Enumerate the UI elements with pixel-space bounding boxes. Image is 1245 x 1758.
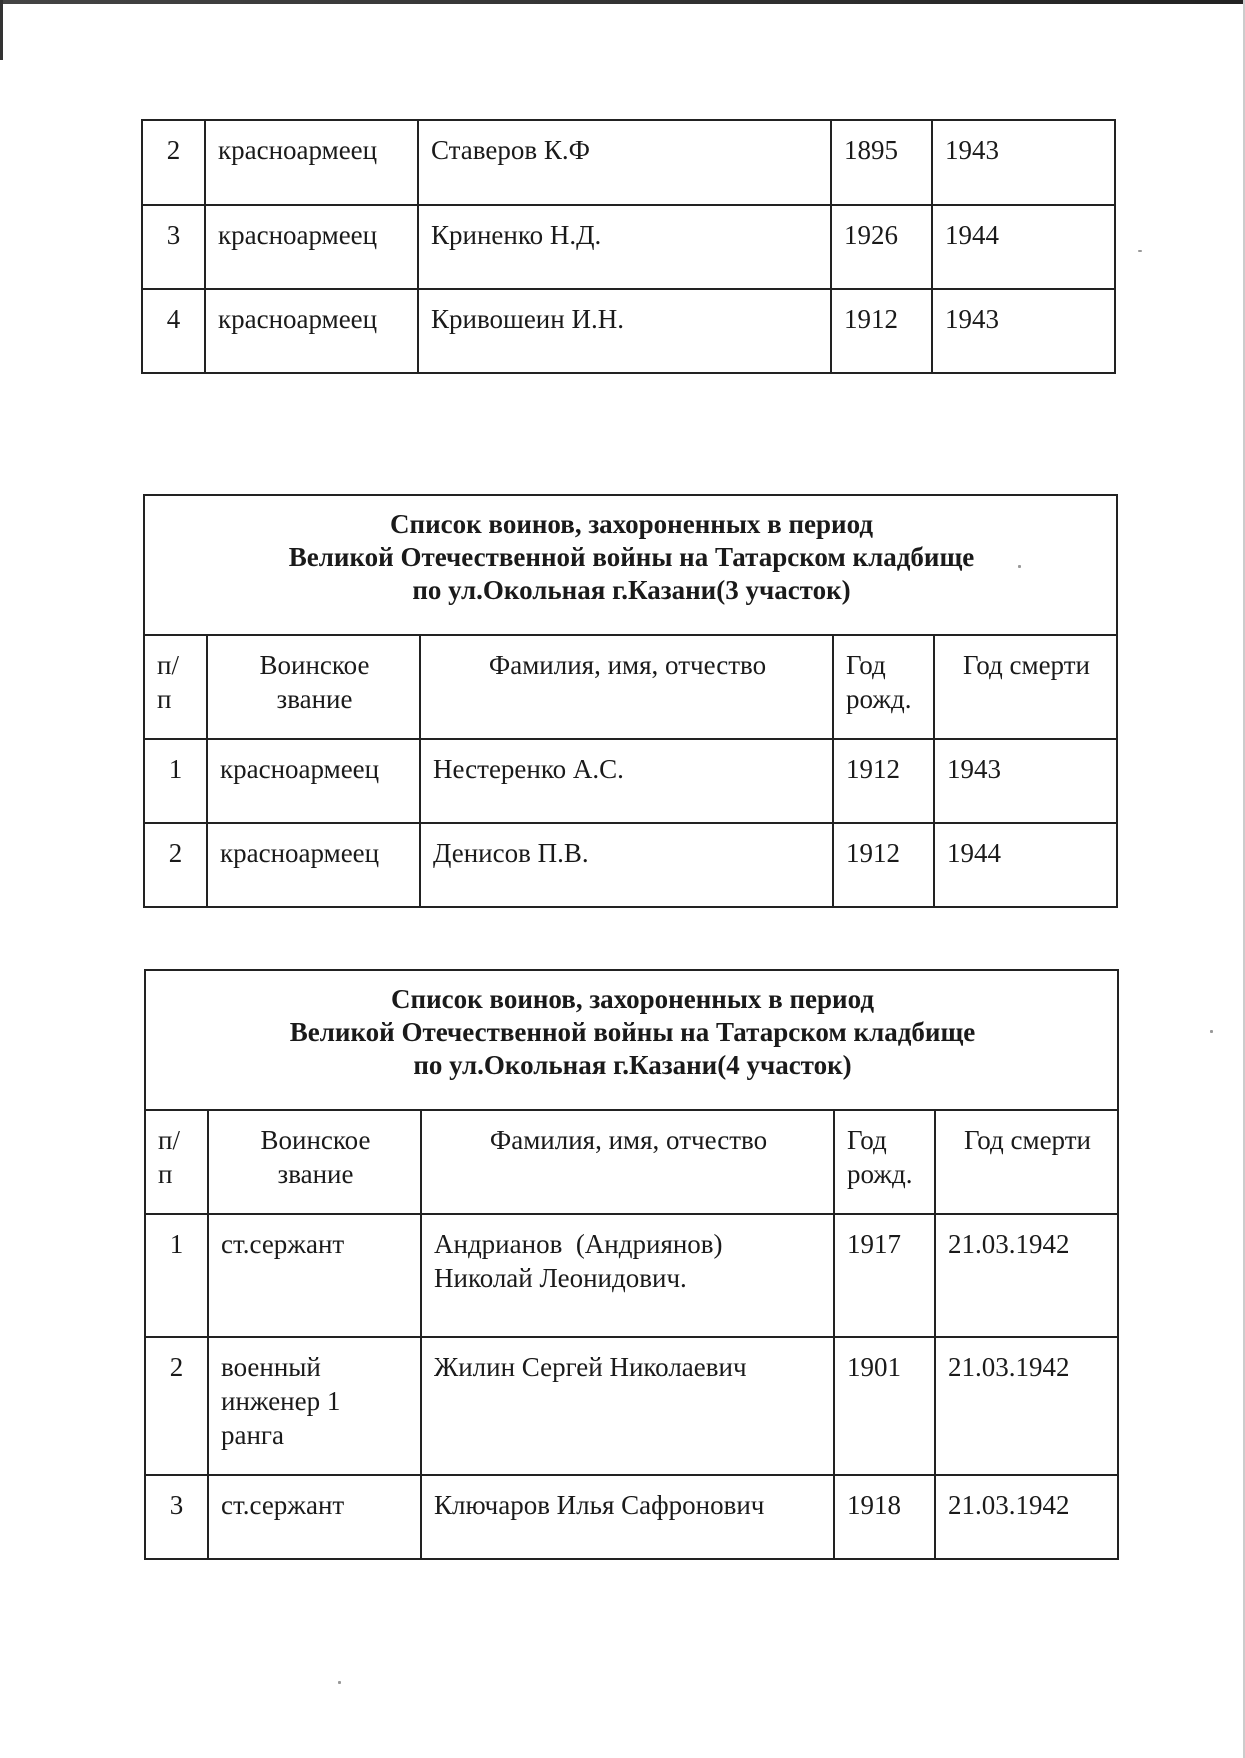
death-year: 1943 — [945, 304, 999, 334]
rank: красноармеец — [218, 220, 378, 250]
header-number-line-1: п/ — [157, 650, 179, 680]
row-number: 1 — [169, 1229, 184, 1259]
header-death: Год смерти — [964, 1125, 1091, 1155]
rank — [209, 1338, 420, 1452]
table-row — [144, 739, 1117, 823]
title-line-1: Список воинов, захороненных в период — [391, 984, 874, 1014]
header-number-line-1: п/ — [158, 1125, 180, 1155]
table-row — [145, 1337, 1118, 1475]
table-row — [142, 205, 1115, 289]
table-continuation — [141, 119, 1116, 374]
rank: красноармеец — [220, 838, 380, 868]
header-rank-line-2: звание — [277, 1159, 354, 1189]
rank: красноармеец — [220, 754, 380, 784]
full-name: Нестеренко А.С. — [433, 754, 624, 784]
table-row — [145, 1214, 1118, 1337]
header-birth-line-1: Год — [847, 1125, 887, 1155]
row-number: 2 — [168, 838, 183, 868]
row-number: 4 — [166, 304, 181, 334]
header-rank-line-1: Воинское — [260, 1125, 371, 1155]
title-line-3: по ул.Окольная г.Казани(3 участок) — [412, 575, 851, 605]
title-line-1: Список воинов, захороненных в период — [390, 509, 873, 539]
header-birth-line-2: рожд. — [846, 684, 912, 714]
death-year: 1944 — [947, 838, 1001, 868]
table-row — [144, 823, 1117, 907]
title-line-2: Великой Отечественной войны на Татарском кладбище — [288, 542, 975, 572]
death-date: 21.03.1942 — [948, 1229, 1070, 1259]
full-name: Ставеров К.Ф — [431, 135, 590, 165]
header-number — [145, 636, 206, 716]
full-name — [422, 1338, 833, 1384]
table-header-row — [144, 635, 1117, 739]
table-title — [145, 496, 1116, 607]
header-number-line-2: п — [157, 684, 172, 714]
rank — [209, 1476, 420, 1522]
death-year: 1943 — [947, 754, 1001, 784]
header-death: Год смерти — [963, 650, 1090, 680]
full-name: Денисов П.В. — [433, 838, 589, 868]
full-name — [422, 1476, 833, 1522]
death-year: 1944 — [945, 220, 999, 250]
table-row — [145, 1475, 1118, 1559]
table-title-row — [144, 495, 1117, 635]
header-number-line-2: п — [158, 1159, 173, 1189]
scan-speck — [1210, 1030, 1213, 1033]
rank: красноармеец — [218, 135, 378, 165]
rank-line: ст.сержант — [221, 1490, 345, 1520]
row-number: 2 — [166, 135, 181, 165]
title-line-3: по ул.Окольная г.Казани(4 участок) — [413, 1050, 852, 1080]
row-number: 1 — [168, 754, 183, 784]
scan-speck — [338, 1681, 341, 1684]
table-title-row — [145, 970, 1118, 1110]
rank: красноармеец — [218, 304, 378, 334]
row-number: 3 — [166, 220, 181, 250]
death-date: 21.03.1942 — [948, 1490, 1070, 1520]
birth-year: 1912 — [844, 304, 898, 334]
header-birth-line-2: рожд. — [847, 1159, 913, 1189]
name-line: Николай Леонидович. — [434, 1263, 687, 1293]
rank-line: инженер 1 — [221, 1386, 341, 1416]
title-line-2: Великой Отечественной войны на Татарском кладбище — [289, 1017, 976, 1047]
header-rank — [209, 1111, 420, 1191]
header-name: Фамилия, имя, отчество — [489, 1125, 768, 1155]
birth-year: 1918 — [847, 1490, 901, 1520]
header-number — [146, 1111, 207, 1191]
header-birth — [834, 636, 933, 716]
birth-year: 1901 — [847, 1352, 901, 1382]
header-birth — [835, 1111, 934, 1191]
birth-year: 1917 — [847, 1229, 901, 1259]
birth-year: 1912 — [846, 754, 900, 784]
scan-speck — [1138, 250, 1142, 252]
table-title — [146, 971, 1117, 1082]
row-number: 2 — [169, 1352, 184, 1382]
full-name: Кривошеин И.Н. — [431, 304, 624, 334]
header-birth-line-1: Год — [846, 650, 886, 680]
name-line: Ключаров Илья Сафронович — [434, 1490, 765, 1520]
table-header-row — [145, 1110, 1118, 1214]
death-year: 1943 — [945, 135, 999, 165]
name-line: Жилин Сергей Николаевич — [434, 1352, 747, 1382]
birth-year: 1895 — [844, 135, 898, 165]
scan-edge-left — [0, 0, 3, 60]
row-number: 3 — [169, 1490, 184, 1520]
table-row — [142, 120, 1115, 205]
rank-line: военный — [221, 1352, 321, 1382]
birth-year: 1926 — [844, 220, 898, 250]
birth-year: 1912 — [846, 838, 900, 868]
table-row — [142, 289, 1115, 373]
table-plot-3 — [143, 494, 1118, 908]
table-plot-4 — [144, 969, 1119, 1560]
name-line: Андрианов (Андриянов) — [434, 1229, 723, 1259]
full-name — [422, 1215, 833, 1295]
death-date: 21.03.1942 — [948, 1352, 1070, 1382]
header-name: Фамилия, имя, отчество — [488, 650, 767, 680]
header-rank-line-2: звание — [276, 684, 353, 714]
rank-line: ранга — [221, 1420, 284, 1450]
rank-line: ст.сержант — [221, 1229, 345, 1259]
full-name: Криненко Н.Д. — [431, 220, 602, 250]
header-rank-line-1: Воинское — [259, 650, 370, 680]
scan-edge-top — [0, 0, 1245, 4]
header-rank — [208, 636, 419, 716]
rank — [209, 1215, 420, 1261]
